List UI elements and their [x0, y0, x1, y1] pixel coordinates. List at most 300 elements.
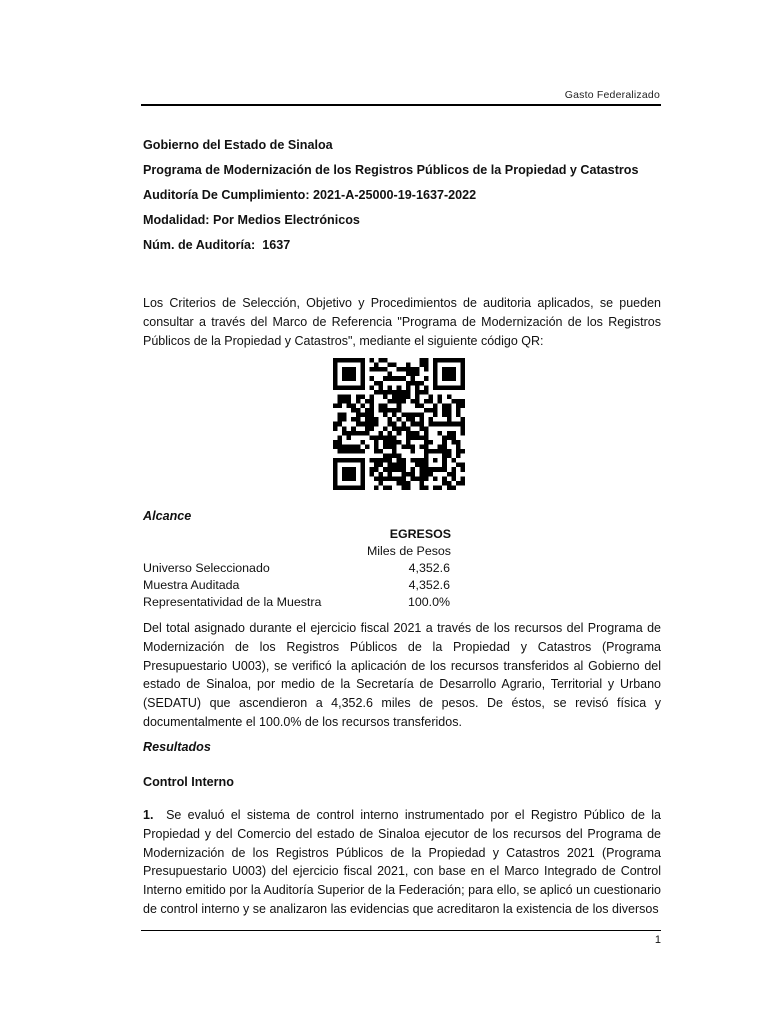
qr-module [369, 458, 374, 463]
qr-module [374, 485, 379, 490]
qr-module [388, 390, 393, 395]
qr-module [374, 458, 379, 463]
qr-module [424, 449, 429, 454]
qr-module [438, 358, 443, 363]
footer-rule [141, 930, 661, 931]
intro-paragraph: Los Criterios de Selección, Objetivo y Procedimientos de auditoria aplicados, se pueden consultar a través del Marco de Referencia "Programa de Modernización de los Registros Públicos de la Propiedad y Catastros", mediante el siguiente código QR: [143, 296, 661, 348]
qr-module [342, 394, 347, 399]
qr-module [401, 485, 406, 490]
qr-module [447, 449, 452, 454]
qr-module [379, 385, 384, 390]
qr-module [338, 422, 343, 427]
qr-module [365, 408, 370, 413]
qr-module [383, 413, 388, 418]
qr-module [419, 485, 424, 490]
qr-module [406, 485, 411, 490]
qr-module [369, 435, 374, 440]
qr-module [347, 367, 352, 372]
qr-module [456, 454, 461, 459]
qr-module [369, 376, 374, 381]
qr-module [415, 404, 420, 409]
qr-module [392, 376, 397, 381]
qr-module [438, 385, 443, 390]
qr-module [351, 426, 356, 431]
qr-module [442, 404, 447, 409]
qr-module [351, 372, 356, 377]
qr-module [442, 422, 447, 427]
qr-module [347, 404, 352, 409]
qr-module [456, 358, 461, 363]
qr-module [351, 404, 356, 409]
qr-module [392, 394, 397, 399]
qr-module [360, 458, 365, 463]
qr-module [460, 372, 465, 377]
qr-module [347, 376, 352, 381]
qr-module [388, 385, 393, 390]
qr-module [401, 390, 406, 395]
qr-module [347, 358, 352, 363]
qr-module [333, 426, 338, 431]
qr-module [410, 372, 415, 377]
qr-module [342, 413, 347, 418]
qr-module [397, 431, 402, 436]
qr-module [438, 422, 443, 427]
qr-module [356, 444, 361, 449]
qr-module [456, 413, 461, 418]
qr-module [406, 372, 411, 377]
qr-module [388, 376, 393, 381]
qr-module [456, 444, 461, 449]
qr-module [379, 390, 384, 395]
qr-module [347, 399, 352, 404]
qr-module [447, 376, 452, 381]
scope-row-label: Universo Seleccionado [143, 561, 270, 575]
audit-type-value: 2021-A-25000-19-1637-2022 [313, 188, 477, 202]
qr-module [433, 376, 438, 381]
qr-module [374, 422, 379, 427]
qr-module [442, 449, 447, 454]
audit-type-label: Auditoría De Cumplimiento: [143, 188, 310, 202]
qr-module [401, 426, 406, 431]
qr-module [342, 449, 347, 454]
qr-module [433, 385, 438, 390]
qr-module [429, 472, 434, 477]
qr-module [442, 444, 447, 449]
qr-module [419, 390, 424, 395]
qr-module [406, 385, 411, 390]
qr-module [447, 385, 452, 390]
qr-module [460, 358, 465, 363]
qr-module [356, 413, 361, 418]
qr-module [410, 458, 415, 463]
qr-module [338, 440, 343, 445]
qr-module [333, 372, 338, 377]
qr-module [369, 408, 374, 413]
qr-module [356, 422, 361, 427]
qr-module [433, 358, 438, 363]
qr-module [338, 394, 343, 399]
qr-module [429, 394, 434, 399]
qr-module [374, 449, 379, 454]
qr-module [415, 372, 420, 377]
qr-module [401, 458, 406, 463]
modality-value: Por Medios Electrónicos [212, 213, 360, 227]
qr-module [356, 358, 361, 363]
qr-module [415, 390, 420, 395]
qr-module [419, 467, 424, 472]
qr-module [392, 408, 397, 413]
qr-module [429, 467, 434, 472]
qr-module [397, 417, 402, 422]
qr-module [460, 426, 465, 431]
qr-module [447, 394, 452, 399]
qr-module [460, 399, 465, 404]
qr-module [342, 444, 347, 449]
qr-module [406, 431, 411, 436]
qr-module [342, 485, 347, 490]
qr-module [460, 463, 465, 468]
qr-module [460, 417, 465, 422]
qr-module [410, 413, 415, 418]
qr-module [456, 399, 461, 404]
qr-module [383, 444, 388, 449]
qr-module [342, 431, 347, 436]
qr-module [379, 458, 384, 463]
qr-module [360, 413, 365, 418]
qr-module [379, 435, 384, 440]
qr-module [433, 449, 438, 454]
qr-module [351, 358, 356, 363]
qr-module [424, 440, 429, 445]
qr-module [456, 481, 461, 486]
qr-module [369, 417, 374, 422]
qr-module [383, 435, 388, 440]
qr-module [388, 422, 393, 427]
qr-module [342, 476, 347, 481]
qr-module [360, 431, 365, 436]
qr-module [333, 440, 338, 445]
qr-module [433, 363, 438, 368]
qr-module [410, 367, 415, 372]
qr-module [388, 440, 393, 445]
qr-module [442, 385, 447, 390]
qr-module [424, 426, 429, 431]
qr-module [392, 467, 397, 472]
qr-module [460, 449, 465, 454]
qr-module [397, 404, 402, 409]
qr-module [456, 408, 461, 413]
qr-module [374, 476, 379, 481]
qr-module [360, 472, 365, 477]
qr-module [415, 399, 420, 404]
qr-module [401, 413, 406, 418]
qr-module [419, 381, 424, 386]
qr-module [342, 358, 347, 363]
qr-module [392, 444, 397, 449]
qr-module [351, 367, 356, 372]
qr-module [351, 385, 356, 390]
qr-module [379, 449, 384, 454]
qr-module [424, 476, 429, 481]
qr-module [460, 404, 465, 409]
qr-module [406, 363, 411, 368]
header-rule [141, 104, 661, 106]
qr-module [365, 431, 370, 436]
scope-row [143, 561, 450, 579]
qr-module [388, 476, 393, 481]
qr-module [410, 449, 415, 454]
qr-module [333, 467, 338, 472]
qr-module [401, 444, 406, 449]
qr-module [374, 463, 379, 468]
qr-module [369, 385, 374, 390]
qr-module [406, 426, 411, 431]
qr-module [351, 431, 356, 436]
qr-module [342, 472, 347, 477]
qr-module [456, 463, 461, 468]
qr-module [410, 431, 415, 436]
qr-module [401, 472, 406, 477]
qr-module [369, 467, 374, 472]
qr-module [360, 476, 365, 481]
qr-module [338, 358, 343, 363]
qr-module [397, 454, 402, 459]
qr-module [369, 413, 374, 418]
scope-row-label: Representatividad de la Muestra [143, 595, 322, 609]
qr-module [383, 367, 388, 372]
qr-module [438, 449, 443, 454]
qr-module [460, 467, 465, 472]
qr-module [424, 358, 429, 363]
qr-module [415, 385, 420, 390]
qr-module [356, 394, 361, 399]
qr-module [415, 463, 420, 468]
qr-module [342, 467, 347, 472]
qr-module [442, 463, 447, 468]
qr-module [397, 385, 402, 390]
qr-module [347, 444, 352, 449]
qr-module [433, 413, 438, 418]
qr-module [447, 422, 452, 427]
qr-module [365, 417, 370, 422]
audit-modality [143, 213, 360, 227]
qr-module [451, 476, 456, 481]
qr-module [351, 417, 356, 422]
qr-module [351, 485, 356, 490]
qr-module [388, 417, 393, 422]
qr-module [360, 394, 365, 399]
control-interno-heading: Control Interno [143, 775, 234, 789]
qr-module [392, 435, 397, 440]
qr-module [379, 408, 384, 413]
qr-module [388, 485, 393, 490]
scope-col-title: EGRESOS [389, 527, 451, 541]
qr-module [419, 458, 424, 463]
qr-module [338, 417, 343, 422]
qr-module [365, 426, 370, 431]
qr-module [419, 426, 424, 431]
qr-module [401, 481, 406, 486]
qr-module [356, 399, 361, 404]
qr-module [460, 431, 465, 436]
scope-row-value: 4,352.6 [408, 561, 450, 575]
scope-row [143, 595, 450, 613]
qr-module [374, 417, 379, 422]
qr-module [379, 367, 384, 372]
qr-module [429, 449, 434, 454]
qr-module [333, 458, 338, 463]
qr-module [342, 426, 347, 431]
qr-module [397, 467, 402, 472]
qr-module [397, 458, 402, 463]
qr-module [447, 408, 452, 413]
qr-module [438, 394, 443, 399]
qr-module [415, 458, 420, 463]
qr-module [424, 467, 429, 472]
qr-module [388, 472, 393, 477]
entity-name: Gobierno del Estado de Sinaloa [143, 138, 333, 152]
qr-module [442, 467, 447, 472]
qr-module [351, 476, 356, 481]
qr-module [424, 435, 429, 440]
qr-module [374, 440, 379, 445]
qr-module [333, 385, 338, 390]
qr-module [388, 454, 393, 459]
qr-module [442, 358, 447, 363]
qr-module [388, 467, 393, 472]
qr-module [333, 381, 338, 386]
qr-module [369, 426, 374, 431]
qr-module [401, 476, 406, 481]
qr-module [442, 372, 447, 377]
qr-module [410, 422, 415, 427]
qr-module [451, 372, 456, 377]
qr-module [460, 376, 465, 381]
qr-module [397, 376, 402, 381]
qr-module [388, 463, 393, 468]
qr-module [347, 394, 352, 399]
qr-module [360, 372, 365, 377]
qr-module [406, 417, 411, 422]
qr-module [442, 435, 447, 440]
qr-module [424, 431, 429, 436]
qr-module [392, 426, 397, 431]
qr-module [438, 444, 443, 449]
qr-module [424, 444, 429, 449]
qr-module [433, 485, 438, 490]
result-item-text: Se evaluó el sistema de control interno instrumentado por el Registro Público de la Propiedad y del Comercio del estado de Sinaloa ejecutor de los recursos del Programa de Modernización de los Registros Públicos de la Propiedad y Catastros 2021 (Programa Presupuestario U003) del ejercicio fiscal 2021, con base en el Marco Integrado de Control Interno emitido por la Auditoría Superior de la Federación; para ello, se aplicó un cuestionario de control interno y se analizaron las evidencias que acreditaron la existencia de los diversos [143, 808, 661, 916]
qr-module [424, 472, 429, 477]
scope-col-unit: Miles de Pesos [366, 544, 451, 558]
qr-module [415, 422, 420, 427]
qr-module [365, 422, 370, 427]
qr-module [356, 408, 361, 413]
qr-module [424, 390, 429, 395]
qr-module [379, 431, 384, 436]
qr-module [419, 435, 424, 440]
qr-module [447, 404, 452, 409]
qr-module [351, 449, 356, 454]
qr-module [392, 413, 397, 418]
qr-module [392, 449, 397, 454]
qr-module [451, 385, 456, 390]
qr-module [410, 417, 415, 422]
qr-module [442, 413, 447, 418]
qr-module [351, 444, 356, 449]
qr-module [401, 367, 406, 372]
qr-module [365, 444, 370, 449]
qr-module [424, 399, 429, 404]
qr-module [419, 476, 424, 481]
qr-module [347, 472, 352, 477]
qr-module [433, 367, 438, 372]
qr-module [347, 485, 352, 490]
qr-module [360, 422, 365, 427]
qr-module [433, 458, 438, 463]
qr-module [383, 458, 388, 463]
qr-module [424, 458, 429, 463]
qr-module [338, 435, 343, 440]
qr-module [347, 458, 352, 463]
qr-module [406, 394, 411, 399]
qr-module [460, 481, 465, 486]
qr-module [379, 404, 384, 409]
qr-module [342, 372, 347, 377]
qr-module [451, 431, 456, 436]
qr-module [401, 399, 406, 404]
qr-module [351, 467, 356, 472]
qr-module [415, 381, 420, 386]
qr-module [333, 367, 338, 372]
qr-module [374, 444, 379, 449]
qr-module [360, 463, 365, 468]
qr-module [442, 476, 447, 481]
qr-module [433, 372, 438, 377]
qr-module [397, 426, 402, 431]
qr-module [392, 463, 397, 468]
program-name: Programa de Modernización de los Registros Públicos de la Propiedad y Catastros [143, 163, 639, 177]
qr-module [360, 440, 365, 445]
qr-module [410, 435, 415, 440]
qr-module [351, 408, 356, 413]
result-item-1 [143, 806, 661, 919]
qr-module [410, 376, 415, 381]
qr-module [360, 376, 365, 381]
qr-module [451, 435, 456, 440]
qr-module [374, 381, 379, 386]
qr-module [347, 372, 352, 377]
qr-module [351, 472, 356, 477]
qr-module [401, 422, 406, 427]
qr-module [429, 399, 434, 404]
qr-module [410, 467, 415, 472]
audit-number [143, 238, 290, 252]
qr-module [369, 358, 374, 363]
qr-module [397, 390, 402, 395]
qr-module [379, 358, 384, 363]
qr-module [442, 440, 447, 445]
qr-module [342, 399, 347, 404]
qr-module [447, 485, 452, 490]
qr-module [415, 413, 420, 418]
qr-module [333, 404, 338, 409]
qr-module [442, 458, 447, 463]
qr-module [356, 417, 361, 422]
qr-module [392, 422, 397, 427]
qr-module [347, 435, 352, 440]
qr-module [424, 363, 429, 368]
qr-module [360, 404, 365, 409]
